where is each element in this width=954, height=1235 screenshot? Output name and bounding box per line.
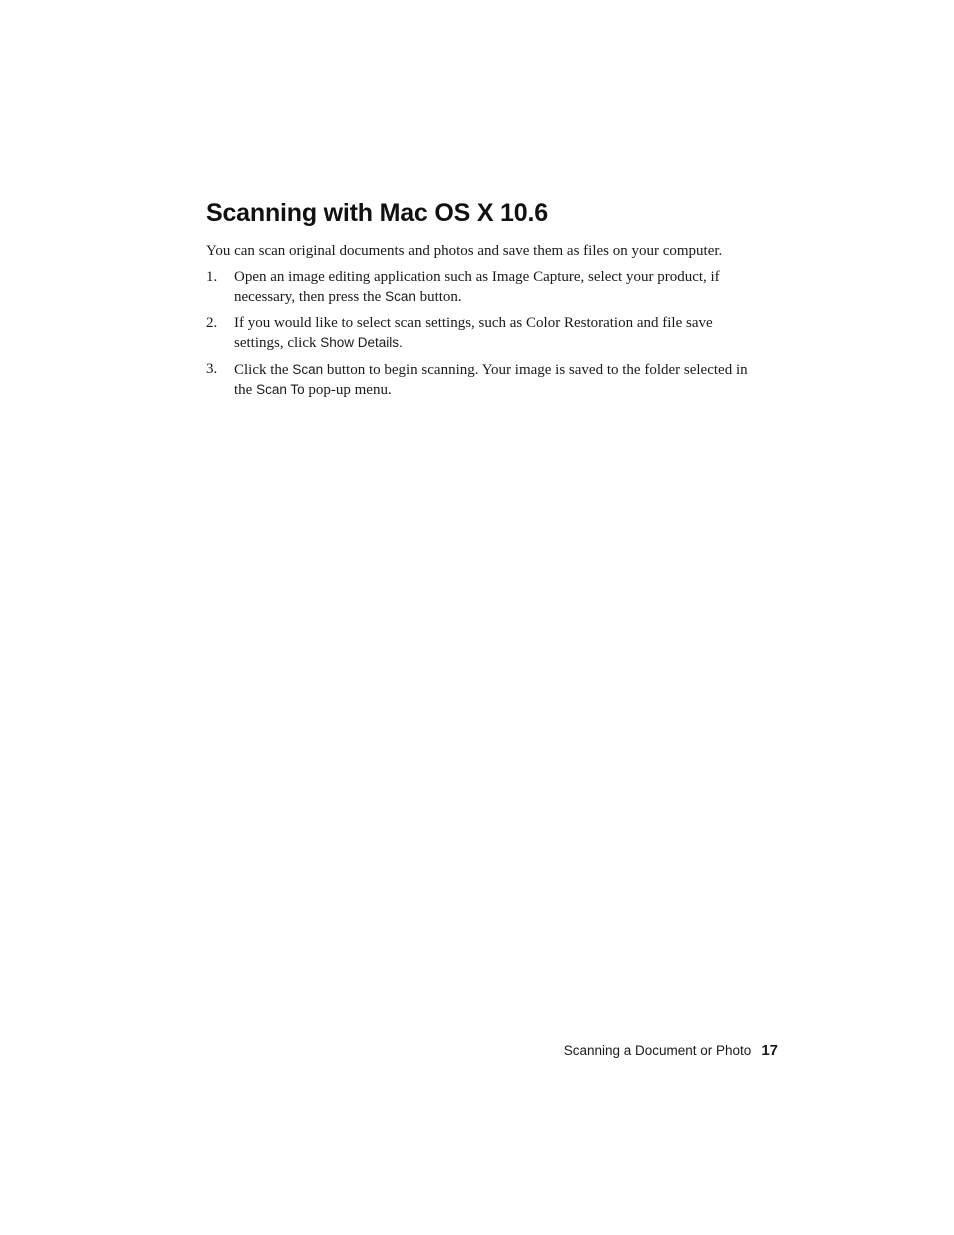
footer-section-title: Scanning a Document or Photo	[563, 1043, 752, 1058]
list-item-step-1	[206, 268, 752, 307]
step-text: Click the	[234, 362, 293, 378]
list-item-step-3	[206, 360, 752, 400]
step-text: pop-up menu.	[304, 382, 392, 398]
page-number: 17	[761, 1042, 778, 1059]
step-text: Open an image editing application such as Image Capture, select your product, if necessary, then press the	[234, 269, 720, 305]
ui-term-scan: Scan	[292, 362, 324, 377]
ui-term-scan: Scan	[385, 289, 416, 304]
step-number: 2.	[206, 315, 218, 331]
step-number: 3.	[206, 361, 218, 377]
step-number: 1.	[206, 269, 218, 285]
step-text: If you would like to select scan settings, such as Color Restoration and file save settings, click	[234, 315, 713, 351]
ui-term-scan-to: Scan To	[256, 382, 305, 397]
intro-paragraph: You can scan original documents and photos and save them as files on your computer.	[206, 243, 723, 259]
step-text: button to begin scanning. Your image is saved to the folder selected in the	[234, 362, 748, 398]
body-text	[206, 242, 752, 407]
page-title: Scanning with Mac OS X 10.6	[206, 199, 548, 227]
page-footer	[564, 1042, 778, 1059]
ui-term-show-details: Show Details.	[320, 335, 403, 350]
list-item-step-2	[206, 314, 752, 353]
step-text: button.	[415, 289, 462, 305]
steps-list	[206, 268, 752, 400]
